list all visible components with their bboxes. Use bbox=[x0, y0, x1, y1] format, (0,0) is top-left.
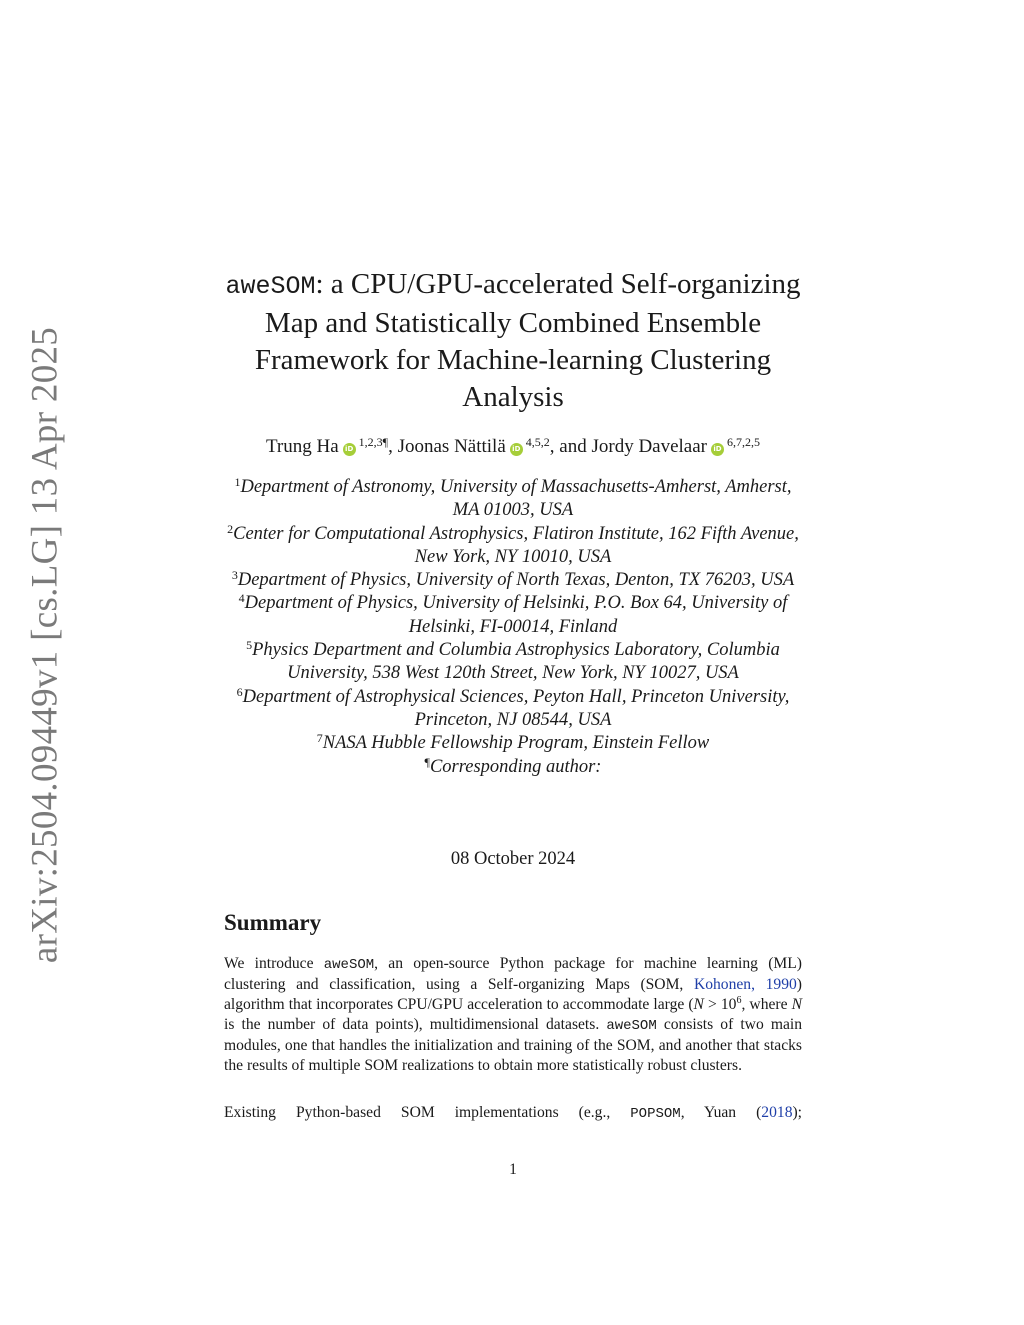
affiliation-mark: ¶ bbox=[424, 754, 430, 769]
author-separator: , and bbox=[549, 436, 592, 457]
affiliation-mark: 6 bbox=[236, 684, 243, 699]
text-run: , where bbox=[741, 996, 792, 1013]
text-run: > 10 bbox=[703, 996, 737, 1013]
affiliation-text: Center for Computational Astrophysics, Flatiron Institute, 162 Fifth Avenue, New York, NY 10010, USA bbox=[233, 523, 799, 567]
arxiv-identifier: arXiv:2504.09449v1 [cs.LG] 13 Apr 2025 bbox=[24, 326, 66, 964]
author-affiliation-marks: 1,2,3¶ bbox=[358, 435, 389, 449]
affiliation-mark: 5 bbox=[246, 638, 253, 653]
summary-heading: Summary bbox=[224, 910, 322, 935]
affiliation bbox=[224, 639, 802, 686]
affiliation-mark: 2 bbox=[227, 521, 234, 536]
author-affiliation-marks: 6,7,2,5 bbox=[727, 435, 760, 449]
publication-date: 08 October 2024 bbox=[450, 849, 576, 869]
math-variable-n: N bbox=[791, 996, 802, 1013]
orcid-icon[interactable]: iD bbox=[510, 443, 523, 456]
author-name: Jordy Davelaar bbox=[591, 436, 707, 457]
math-exponent: 6 bbox=[736, 995, 742, 1006]
orcid-icon[interactable]: iD bbox=[711, 443, 724, 456]
text-run: consists of two main modules, one that handles the initialization and training of the SOM, and another that stacks the results of multiple SOM realizations to obtain more statistically robust clusters. bbox=[224, 1016, 802, 1074]
package-name-code: aweSOM bbox=[606, 1018, 657, 1034]
affiliation-text: NASA Hubble Fellowship Program, Einstein Fellow bbox=[322, 733, 710, 754]
text-run: is the number of data points), multidimensional datasets. bbox=[224, 1016, 607, 1033]
affiliation-mark: 3 bbox=[231, 568, 238, 583]
title-package-name: aweSOM bbox=[225, 272, 316, 301]
affiliation-text: Corresponding author: bbox=[429, 756, 602, 777]
package-name-code: POPSOM bbox=[630, 1106, 681, 1122]
package-name-code: aweSOM bbox=[323, 957, 375, 973]
affiliation-list bbox=[224, 476, 802, 779]
text-run: We introduce bbox=[224, 955, 324, 972]
author-list bbox=[224, 434, 802, 460]
affiliation-text: Physics Department and Columbia Astrophysics Laboratory, Columbia University, 538 West 120th Street, New York, NY 10027, USA bbox=[252, 640, 780, 684]
paper-title bbox=[224, 266, 802, 416]
affiliation bbox=[224, 592, 802, 639]
affiliation-text: Department of Astronomy, University of Massachusetts-Amherst, Amherst, MA 01003, USA bbox=[240, 477, 792, 521]
math-variable-n: N bbox=[693, 996, 704, 1013]
affiliation bbox=[224, 569, 802, 592]
title-text: : a CPU/GPU-accelerated Self-organizing Map and Statistically Combined Ensemble Framework for Machine-learning Clustering Analysis bbox=[254, 268, 801, 413]
affiliation-text: Department of Astrophysical Sciences, Peyton Hall, Princeton University, Princeton, NJ 08544, USA bbox=[242, 686, 790, 730]
affiliation-text: Department of Physics, University of North Texas, Denton, TX 76203, USA bbox=[237, 570, 795, 591]
affiliation-mark: 7 bbox=[316, 731, 323, 746]
affiliation bbox=[224, 732, 802, 755]
text-run: Existing Python-based SOM implementations (e.g., bbox=[224, 1104, 631, 1121]
citation-link-kohonen[interactable]: Kohonen, 1990 bbox=[693, 976, 797, 993]
page-number: 1 bbox=[509, 1161, 517, 1178]
citation-link-yuan[interactable]: 2018 bbox=[761, 1104, 793, 1121]
author-separator: , bbox=[388, 436, 398, 457]
text-run: , an open-source Python package for machine learning (ML) clustering and classification, using a Self-organizing Maps (SOM, bbox=[224, 955, 802, 993]
orcid-icon[interactable]: iD bbox=[343, 443, 356, 456]
affiliation bbox=[224, 686, 802, 733]
author-name: Trung Ha bbox=[265, 436, 339, 457]
arxiv-stamp bbox=[0, 0, 90, 1325]
author-affiliation-marks: 4,5,2 bbox=[525, 435, 550, 449]
author-name: Joonas Nättilä bbox=[397, 436, 506, 457]
text-run: , Yuan ( bbox=[680, 1104, 762, 1121]
affiliation bbox=[224, 523, 802, 570]
corresponding-author-note bbox=[224, 756, 802, 779]
text-run: ); bbox=[792, 1104, 803, 1121]
summary-paragraph-1 bbox=[224, 954, 802, 1076]
affiliation-text: Department of Physics, University of Helsinki, P.O. Box 64, University of Helsinki, FI-00014, Finland bbox=[244, 593, 788, 637]
affiliation-mark: 1 bbox=[234, 475, 241, 489]
affiliation-mark: 4 bbox=[238, 591, 245, 606]
affiliation bbox=[224, 476, 802, 523]
text-run: ) algorithm that incorporates CPU/GPU acceleration to accommodate large ( bbox=[224, 976, 802, 1013]
summary-paragraph-2 bbox=[224, 1103, 802, 1124]
